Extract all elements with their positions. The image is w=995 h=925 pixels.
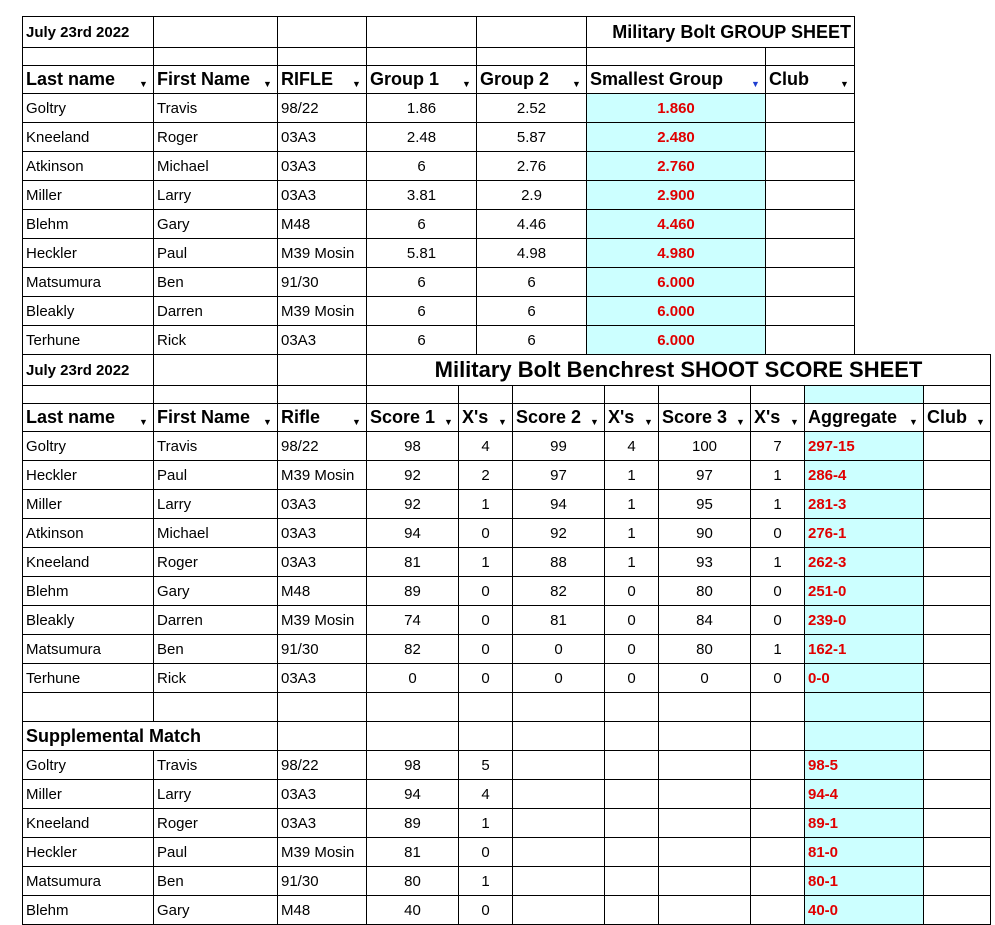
- score-1-cell: 89: [367, 809, 459, 838]
- score-1-cell: 92: [367, 490, 459, 519]
- group-2-cell: 5.87: [477, 123, 587, 152]
- score-3-cell: 84: [659, 606, 751, 635]
- table-row: [23, 548, 991, 577]
- xs-1-cell: 5: [459, 751, 513, 780]
- xs-1-cell: 0: [459, 896, 513, 925]
- xs-3-cell: 1: [751, 548, 805, 577]
- filter-dropdown-icon[interactable]: ▼: [736, 417, 745, 427]
- rifle-cell: 98/22: [278, 94, 367, 123]
- xs-1-cell: 0: [459, 606, 513, 635]
- rifle-cell: 91/30: [278, 268, 367, 297]
- last-name-cell: Goltry: [23, 94, 154, 123]
- first-name-cell: Larry: [154, 181, 278, 210]
- column-header-label: Rifle: [281, 407, 321, 427]
- first-name-cell: Gary: [154, 210, 278, 239]
- score-sheet-date: July 23rd 2022: [23, 355, 154, 386]
- score-3-cell: 100: [659, 432, 751, 461]
- aggregate-cell: 98-5: [805, 751, 924, 780]
- score-sheet-header-row: [23, 404, 991, 432]
- score-3-cell: 90: [659, 519, 751, 548]
- group-2-cell: 4.98: [477, 239, 587, 268]
- xs-1-cell: 1: [459, 490, 513, 519]
- score-1-cell: 81: [367, 838, 459, 867]
- group-sheet-header-row: [23, 66, 855, 94]
- rifle-cell: M48: [278, 896, 367, 925]
- column-header-last-name-0[interactable]: [23, 404, 154, 432]
- group-1-cell: 6: [367, 210, 477, 239]
- aggregate-cell: 251-0: [805, 577, 924, 606]
- column-header-first-name[interactable]: [154, 66, 278, 94]
- club-cell: [924, 461, 991, 490]
- column-header-last-name[interactable]: [23, 66, 154, 94]
- first-name-cell: Travis: [154, 94, 278, 123]
- rifle-cell: 91/30: [278, 867, 367, 896]
- rifle-cell: 03A3: [278, 326, 367, 355]
- club-cell: [766, 326, 855, 355]
- club-cell: [924, 490, 991, 519]
- first-name-cell: Gary: [154, 896, 278, 925]
- filter-dropdown-icon[interactable]: ▼: [462, 79, 471, 89]
- first-name-cell: Paul: [154, 461, 278, 490]
- rifle-cell: 03A3: [278, 490, 367, 519]
- club-cell: [924, 606, 991, 635]
- score-2-cell: 82: [513, 577, 605, 606]
- club-cell: [924, 548, 991, 577]
- first-name-cell: Travis: [154, 751, 278, 780]
- score-1-cell: 0: [367, 664, 459, 693]
- last-name-cell: Matsumura: [23, 268, 154, 297]
- score-3-cell: 80: [659, 577, 751, 606]
- table-row: [23, 490, 991, 519]
- group-1-cell: 1.86: [367, 94, 477, 123]
- club-cell: [766, 152, 855, 181]
- xs-1-cell: 0: [459, 635, 513, 664]
- rifle-cell: M39 Mosin: [278, 297, 367, 326]
- first-name-cell: Ben: [154, 867, 278, 896]
- last-name-cell: Heckler: [23, 838, 154, 867]
- score-1-cell: 98: [367, 751, 459, 780]
- last-name-cell: Goltry: [23, 432, 154, 461]
- group-2-cell: 6: [477, 268, 587, 297]
- score-2-cell: 99: [513, 432, 605, 461]
- filter-dropdown-icon[interactable]: ▼: [590, 417, 599, 427]
- aggregate-cell: 281-3: [805, 490, 924, 519]
- first-name-cell: Paul: [154, 838, 278, 867]
- smallest-group-cell: 4.460: [587, 210, 766, 239]
- filter-dropdown-icon[interactable]: ▼: [139, 417, 148, 427]
- first-name-cell: Roger: [154, 809, 278, 838]
- score-3-cell: 97: [659, 461, 751, 490]
- column-header-label: Group 1: [370, 69, 440, 89]
- last-name-cell: Bleakly: [23, 606, 154, 635]
- xs-1-cell: 0: [459, 838, 513, 867]
- last-name-cell: Heckler: [23, 461, 154, 490]
- last-name-cell: Matsumura: [23, 867, 154, 896]
- rifle-cell: 03A3: [278, 664, 367, 693]
- group-sheet-date: July 23rd 2022: [23, 17, 154, 48]
- filter-dropdown-icon[interactable]: ▼: [751, 79, 760, 89]
- column-header-label: Score 3: [662, 407, 728, 427]
- group-sheet-body: [23, 94, 855, 355]
- column-header-smallest-group[interactable]: [587, 66, 766, 94]
- filter-dropdown-icon[interactable]: ▼: [498, 417, 507, 427]
- rifle-cell: M39 Mosin: [278, 461, 367, 490]
- column-header-label: Last name: [26, 407, 116, 427]
- aggregate-cell: 0-0: [805, 664, 924, 693]
- score-2-cell: 88: [513, 548, 605, 577]
- xs-3-cell: 0: [751, 519, 805, 548]
- rifle-cell: 03A3: [278, 519, 367, 548]
- column-header-label: Smallest Group: [590, 69, 724, 89]
- column-header-x-s-4[interactable]: [459, 404, 513, 432]
- group-2-cell: 2.52: [477, 94, 587, 123]
- last-name-cell: Bleakly: [23, 297, 154, 326]
- first-name-cell: Larry: [154, 780, 278, 809]
- xs-2-cell: 1: [605, 519, 659, 548]
- rifle-cell: 98/22: [278, 751, 367, 780]
- table-row: [23, 152, 855, 181]
- first-name-cell: Darren: [154, 297, 278, 326]
- first-name-cell: Ben: [154, 268, 278, 297]
- rifle-cell: 03A3: [278, 780, 367, 809]
- smallest-group-cell: 2.480: [587, 123, 766, 152]
- last-name-cell: Atkinson: [23, 152, 154, 181]
- first-name-cell: Travis: [154, 432, 278, 461]
- xs-2-cell: 0: [605, 577, 659, 606]
- filter-dropdown-icon[interactable]: ▼: [909, 417, 918, 427]
- table-row: [23, 432, 991, 461]
- filter-dropdown-icon[interactable]: ▼: [840, 79, 849, 89]
- column-header-group-2[interactable]: [477, 66, 587, 94]
- rifle-cell: 03A3: [278, 809, 367, 838]
- xs-3-cell: 7: [751, 432, 805, 461]
- score-1-cell: 81: [367, 548, 459, 577]
- first-name-cell: Larry: [154, 490, 278, 519]
- rifle-cell: 03A3: [278, 181, 367, 210]
- table-row: [23, 751, 991, 780]
- club-cell: [924, 635, 991, 664]
- table-row: [23, 181, 855, 210]
- xs-3-cell: 0: [751, 577, 805, 606]
- aggregate-cell: 81-0: [805, 838, 924, 867]
- xs-2-cell: 4: [605, 432, 659, 461]
- column-header-label: X's: [754, 407, 781, 427]
- filter-dropdown-icon[interactable]: ▼: [644, 417, 653, 427]
- group-2-cell: 2.76: [477, 152, 587, 181]
- table-row: [23, 606, 991, 635]
- group-1-cell: 6: [367, 152, 477, 181]
- smallest-group-cell: 6.000: [587, 326, 766, 355]
- xs-1-cell: 1: [459, 809, 513, 838]
- first-name-cell: Roger: [154, 548, 278, 577]
- table-row: [23, 577, 991, 606]
- first-name-cell: Rick: [154, 326, 278, 355]
- column-header-label: First Name: [157, 69, 251, 89]
- table-row: [23, 94, 855, 123]
- table-row: [23, 268, 855, 297]
- xs-2-cell: 1: [605, 548, 659, 577]
- group-1-cell: 6: [367, 297, 477, 326]
- column-header-label: RIFLE: [281, 69, 333, 89]
- filter-dropdown-icon[interactable]: ▼: [444, 417, 453, 427]
- last-name-cell: Kneeland: [23, 548, 154, 577]
- score-2-cell: 0: [513, 664, 605, 693]
- xs-1-cell: 0: [459, 519, 513, 548]
- score-1-cell: 80: [367, 867, 459, 896]
- club-cell: [766, 297, 855, 326]
- group-2-cell: 6: [477, 297, 587, 326]
- rifle-cell: M48: [278, 210, 367, 239]
- filter-dropdown-icon[interactable]: ▼: [976, 417, 985, 427]
- aggregate-cell: 286-4: [805, 461, 924, 490]
- rifle-cell: 91/30: [278, 635, 367, 664]
- club-cell: [766, 94, 855, 123]
- last-name-cell: Heckler: [23, 239, 154, 268]
- group-sheet-table: [22, 16, 855, 355]
- column-header-label: Score 1: [370, 407, 436, 427]
- last-name-cell: Terhune: [23, 326, 154, 355]
- last-name-cell: Goltry: [23, 751, 154, 780]
- score-sheet: [22, 354, 991, 925]
- rifle-cell: 03A3: [278, 152, 367, 181]
- last-name-cell: Atkinson: [23, 519, 154, 548]
- filter-dropdown-icon[interactable]: ▼: [263, 79, 272, 89]
- score-1-cell: 94: [367, 780, 459, 809]
- last-name-cell: Terhune: [23, 664, 154, 693]
- aggregate-cell: 276-1: [805, 519, 924, 548]
- aggregate-cell: 162-1: [805, 635, 924, 664]
- first-name-cell: Michael: [154, 152, 278, 181]
- score-3-cell: 80: [659, 635, 751, 664]
- aggregate-cell: 297-15: [805, 432, 924, 461]
- score-1-cell: 92: [367, 461, 459, 490]
- last-name-cell: Kneeland: [23, 123, 154, 152]
- table-row: [23, 519, 991, 548]
- score-3-cell: 93: [659, 548, 751, 577]
- column-header-rifle[interactable]: [278, 66, 367, 94]
- score-2-cell: 92: [513, 519, 605, 548]
- first-name-cell: Michael: [154, 519, 278, 548]
- smallest-group-cell: 2.760: [587, 152, 766, 181]
- table-row: [23, 809, 991, 838]
- xs-3-cell: 1: [751, 635, 805, 664]
- xs-2-cell: 0: [605, 606, 659, 635]
- xs-1-cell: 4: [459, 780, 513, 809]
- smallest-group-cell: 6.000: [587, 268, 766, 297]
- aggregate-cell: 94-4: [805, 780, 924, 809]
- column-header-first-name-1[interactable]: [154, 404, 278, 432]
- score-3-cell: 95: [659, 490, 751, 519]
- table-row: [23, 780, 991, 809]
- last-name-cell: Miller: [23, 780, 154, 809]
- first-name-cell: Paul: [154, 239, 278, 268]
- xs-3-cell: 0: [751, 664, 805, 693]
- group-2-cell: 4.46: [477, 210, 587, 239]
- column-header-label: Last name: [26, 69, 116, 89]
- last-name-cell: Miller: [23, 490, 154, 519]
- xs-1-cell: 0: [459, 577, 513, 606]
- aggregate-cell: 89-1: [805, 809, 924, 838]
- column-header-aggregate-9[interactable]: [805, 404, 924, 432]
- table-row: [23, 896, 991, 925]
- table-row: [23, 867, 991, 896]
- rifle-cell: 03A3: [278, 123, 367, 152]
- group-1-cell: 2.48: [367, 123, 477, 152]
- xs-1-cell: 0: [459, 664, 513, 693]
- score-1-cell: 89: [367, 577, 459, 606]
- table-row: [23, 635, 991, 664]
- xs-1-cell: 1: [459, 867, 513, 896]
- first-name-cell: Gary: [154, 577, 278, 606]
- xs-3-cell: 1: [751, 490, 805, 519]
- column-header-x-s-8[interactable]: [751, 404, 805, 432]
- score-2-cell: 81: [513, 606, 605, 635]
- column-header-label: Club: [769, 69, 809, 89]
- filter-dropdown-icon[interactable]: ▼: [263, 417, 272, 427]
- club-cell: [924, 519, 991, 548]
- table-row: [23, 123, 855, 152]
- table-row: [23, 838, 991, 867]
- score-sheet-table: [22, 354, 991, 925]
- column-header-score-1-3[interactable]: [367, 404, 459, 432]
- blank-row: [23, 693, 991, 722]
- score-sheet-title-row: [23, 355, 991, 386]
- column-header-label: X's: [608, 407, 635, 427]
- group-1-cell: 6: [367, 326, 477, 355]
- rifle-cell: M48: [278, 577, 367, 606]
- club-cell: [766, 123, 855, 152]
- xs-2-cell: 0: [605, 664, 659, 693]
- smallest-group-cell: 2.900: [587, 181, 766, 210]
- score-2-cell: 97: [513, 461, 605, 490]
- smallest-group-cell: 4.980: [587, 239, 766, 268]
- filter-dropdown-icon[interactable]: ▼: [572, 79, 581, 89]
- rifle-cell: 03A3: [278, 548, 367, 577]
- column-header-club-10[interactable]: [924, 404, 991, 432]
- group-1-cell: 5.81: [367, 239, 477, 268]
- score-1-cell: 98: [367, 432, 459, 461]
- last-name-cell: Blehm: [23, 210, 154, 239]
- first-name-cell: Ben: [154, 635, 278, 664]
- table-row: [23, 297, 855, 326]
- group-sheet-title-row: [23, 17, 855, 48]
- score-1-cell: 82: [367, 635, 459, 664]
- table-row: [23, 326, 855, 355]
- xs-2-cell: 1: [605, 490, 659, 519]
- last-name-cell: Blehm: [23, 577, 154, 606]
- xs-3-cell: 1: [751, 461, 805, 490]
- aggregate-cell: 40-0: [805, 896, 924, 925]
- table-row: [23, 210, 855, 239]
- filter-dropdown-icon[interactable]: ▼: [790, 417, 799, 427]
- first-name-cell: Roger: [154, 123, 278, 152]
- filter-dropdown-icon[interactable]: ▼: [352, 417, 361, 427]
- score-1-cell: 40: [367, 896, 459, 925]
- column-header-x-s-6[interactable]: [605, 404, 659, 432]
- smallest-group-cell: 6.000: [587, 297, 766, 326]
- column-header-rifle-2[interactable]: [278, 404, 367, 432]
- column-header-score-2-5[interactable]: [513, 404, 605, 432]
- first-name-cell: Rick: [154, 664, 278, 693]
- column-header-label: Club: [927, 407, 967, 427]
- supplemental-header-row: [23, 722, 991, 751]
- column-header-label: Group 2: [480, 69, 550, 89]
- table-row: [23, 461, 991, 490]
- last-name-cell: Miller: [23, 181, 154, 210]
- club-cell: [766, 181, 855, 210]
- xs-1-cell: 2: [459, 461, 513, 490]
- xs-1-cell: 4: [459, 432, 513, 461]
- first-name-cell: Darren: [154, 606, 278, 635]
- group-2-cell: 6: [477, 326, 587, 355]
- score-sheet-title: Military Bolt Benchrest SHOOT SCORE SHEET: [367, 355, 991, 386]
- table-row: [23, 664, 991, 693]
- score-1-cell: 74: [367, 606, 459, 635]
- last-name-cell: Matsumura: [23, 635, 154, 664]
- club-cell: [766, 239, 855, 268]
- group-sheet-title: Military Bolt GROUP SHEET: [587, 17, 855, 48]
- filter-dropdown-icon[interactable]: ▼: [139, 79, 148, 89]
- xs-1-cell: 1: [459, 548, 513, 577]
- filter-dropdown-icon[interactable]: ▼: [352, 79, 361, 89]
- club-cell: [766, 210, 855, 239]
- column-header-label: First Name: [157, 407, 251, 427]
- xs-3-cell: 0: [751, 606, 805, 635]
- xs-2-cell: 0: [605, 635, 659, 664]
- score-sheet-body: [23, 432, 991, 925]
- group-1-cell: 3.81: [367, 181, 477, 210]
- club-cell: [924, 432, 991, 461]
- rifle-cell: M39 Mosin: [278, 838, 367, 867]
- rifle-cell: M39 Mosin: [278, 606, 367, 635]
- club-cell: [924, 664, 991, 693]
- group-sheet: [22, 16, 855, 355]
- xs-2-cell: 1: [605, 461, 659, 490]
- aggregate-cell: 262-3: [805, 548, 924, 577]
- rifle-cell: M39 Mosin: [278, 239, 367, 268]
- club-cell: [924, 577, 991, 606]
- column-header-label: Aggregate: [808, 407, 898, 427]
- supplemental-match-title: Supplemental Match: [23, 722, 278, 751]
- club-cell: [766, 268, 855, 297]
- score-2-cell: 94: [513, 490, 605, 519]
- smallest-group-cell: 1.860: [587, 94, 766, 123]
- column-header-group-1[interactable]: [367, 66, 477, 94]
- table-row: [23, 239, 855, 268]
- rifle-cell: 98/22: [278, 432, 367, 461]
- last-name-cell: Kneeland: [23, 809, 154, 838]
- score-2-cell: 0: [513, 635, 605, 664]
- column-header-score-3-7[interactable]: [659, 404, 751, 432]
- score-1-cell: 94: [367, 519, 459, 548]
- column-header-club[interactable]: [766, 66, 855, 94]
- group-2-cell: 2.9: [477, 181, 587, 210]
- score-3-cell: 0: [659, 664, 751, 693]
- last-name-cell: Blehm: [23, 896, 154, 925]
- column-header-label: Score 2: [516, 407, 582, 427]
- column-header-label: X's: [462, 407, 489, 427]
- aggregate-cell: 239-0: [805, 606, 924, 635]
- group-1-cell: 6: [367, 268, 477, 297]
- aggregate-cell: 80-1: [805, 867, 924, 896]
